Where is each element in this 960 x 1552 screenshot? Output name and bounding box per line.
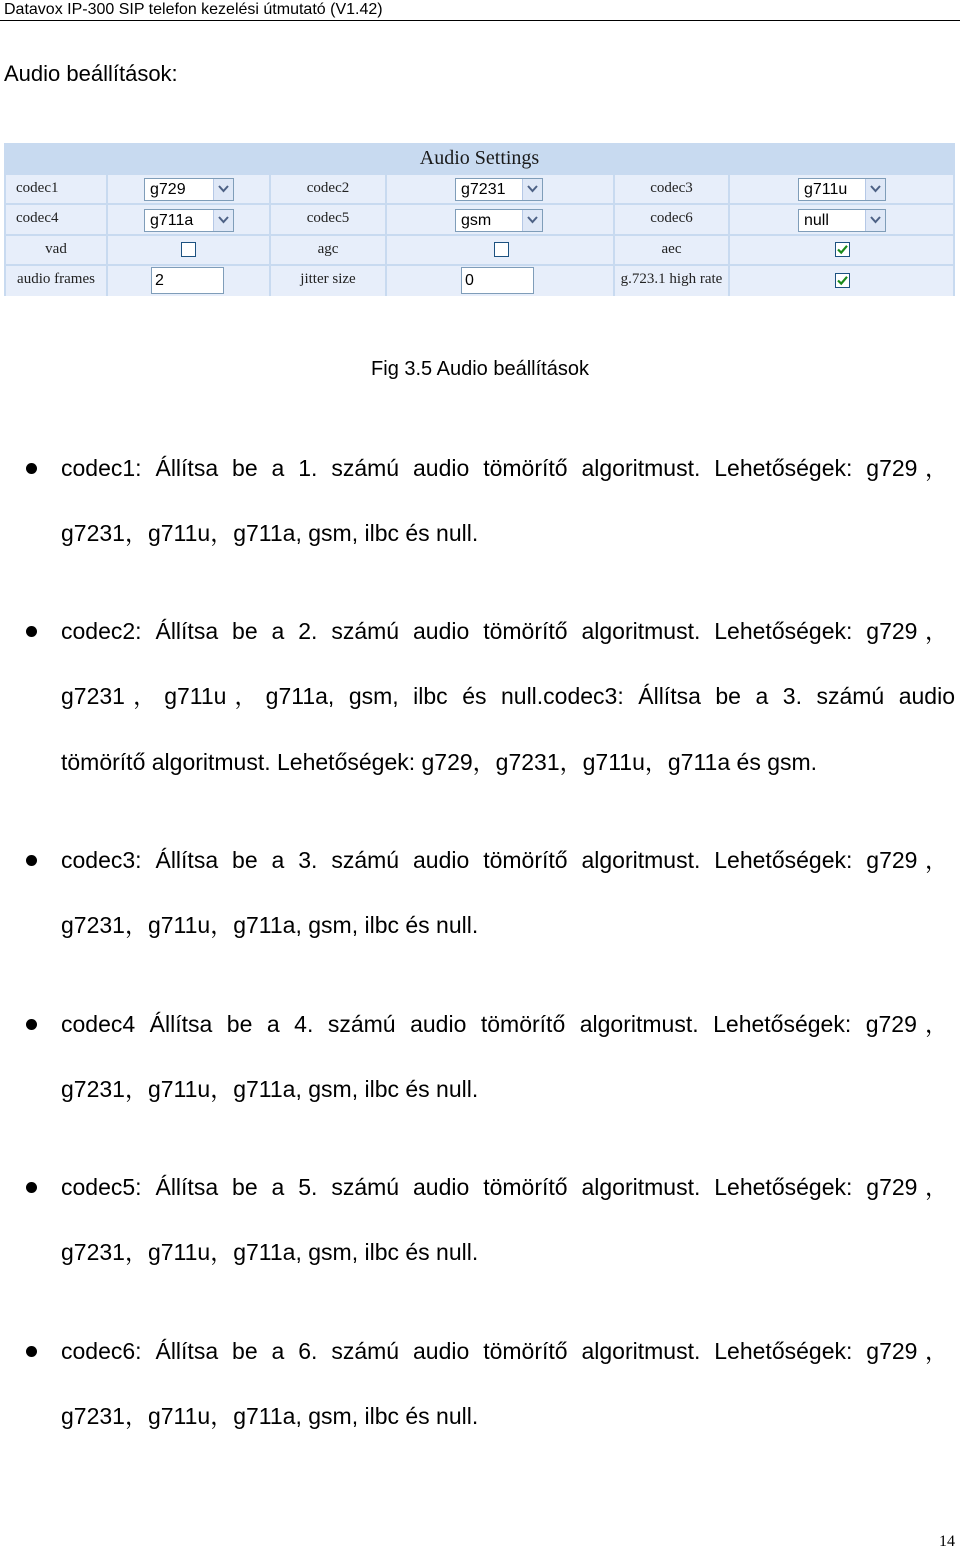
jitter-size-input[interactable] (461, 267, 534, 294)
chevron-down-icon[interactable] (213, 179, 233, 200)
aec-label: aec (615, 236, 728, 264)
vad-checkbox[interactable] (181, 242, 196, 257)
chevron-down-icon[interactable] (213, 210, 233, 231)
audio-frames-input[interactable] (151, 267, 224, 294)
section-title: Audio beállítások: (4, 61, 178, 86)
codec1-cell (108, 175, 269, 203)
chevron-down-icon[interactable] (865, 210, 885, 231)
codec2-value: g7231 (461, 181, 506, 198)
bullet-5-line-2: g7231，g711u，g711a, gsm, ilbc és null. (61, 1239, 479, 1265)
bullet-icon (26, 626, 37, 637)
aec-checkbox[interactable] (835, 242, 850, 257)
codec4-value: g711a (150, 212, 194, 229)
bullet-4-line-2: g7231，g711u，g711a, gsm, ilbc és null. (61, 1076, 479, 1102)
bullet-icon (26, 1346, 37, 1357)
codec6-value: null (804, 212, 829, 229)
codec5-cell (387, 205, 613, 234)
figure-caption: Fig 3.5 Audio beállítások (371, 358, 589, 380)
g7231-high-rate-checkbox[interactable] (835, 273, 850, 288)
jitter-size-label: jitter size (271, 266, 385, 296)
jitter-size-cell (387, 266, 613, 296)
checkmark-icon (837, 244, 848, 255)
bullet-icon (26, 1182, 37, 1193)
audio-frames-value: 2 (155, 272, 164, 289)
codec3-cell (730, 175, 953, 203)
agc-label: agc (271, 236, 385, 264)
agc-cell (387, 236, 613, 264)
g7231-high-rate-cell (730, 266, 953, 296)
chevron-down-icon[interactable] (522, 179, 542, 200)
running-header (0, 0, 960, 21)
bullet-2-line-3: tömörítő algoritmust. Lehetőségek: g729，g7231，g711u，g711a és gsm. (61, 749, 818, 775)
aec-cell (730, 236, 953, 264)
vad-cell (108, 236, 269, 264)
codec6-label: codec6 (615, 205, 728, 234)
codec6-cell (730, 205, 953, 234)
document-title: Datavox IP-300 SIP telefon kezelési útmutató (V1.42) (4, 1, 383, 18)
chevron-down-icon[interactable] (522, 210, 542, 231)
codec6-select[interactable] (798, 209, 886, 232)
codec1-value: g729 (150, 181, 186, 198)
bullet-icon (26, 1019, 37, 1030)
bullet-3-line-2: g7231，g711u，g711a, gsm, ilbc és null. (61, 912, 479, 938)
g7231-high-rate-label: g.723.1 high rate (615, 266, 728, 296)
codec5-label: codec5 (271, 205, 385, 234)
bullet-2-line-1: codec2: Állítsa be a 2. számú audio tömörítő algoritmust. Lehetőségek: g729， (61, 618, 948, 644)
bullet-1-line-1: codec1: Állítsa be a 1. számú audio tömörítő algoritmust. Lehetőségek: g729， (61, 455, 948, 481)
chevron-down-icon[interactable] (865, 179, 885, 200)
bullet-icon (26, 463, 37, 474)
codec1-label: codec1 (6, 175, 106, 203)
checkmark-icon (837, 275, 848, 286)
audio-frames-cell (108, 266, 269, 296)
bullet-icon (26, 855, 37, 866)
vad-label: vad (6, 236, 106, 264)
bullet-1-line-2: g7231，g711u，g711a, gsm, ilbc és null. (61, 520, 479, 546)
codec2-label: codec2 (271, 175, 385, 203)
codec2-select[interactable] (455, 178, 543, 201)
codec5-value: gsm (461, 212, 492, 229)
codec3-value: g711u (804, 181, 848, 198)
page-number: 14 (939, 1533, 955, 1550)
jitter-size-value: 0 (465, 272, 474, 289)
bullet-6-line-1: codec6: Állítsa be a 6. számú audio tömörítő algoritmust. Lehetőségek: g729， (61, 1338, 948, 1364)
codec5-select[interactable] (455, 209, 543, 232)
audio-settings-panel (4, 143, 955, 296)
agc-checkbox[interactable] (494, 242, 509, 257)
codec2-cell (387, 175, 613, 203)
bullet-5-line-1: codec5: Állítsa be a 5. számú audio tömörítő algoritmust. Lehetőségek: g729， (61, 1174, 948, 1200)
codec4-select[interactable] (144, 209, 234, 232)
codec1-select[interactable] (144, 178, 234, 201)
bullet-3-line-1: codec3: Állítsa be a 3. számú audio tömörítő algoritmust. Lehetőségek: g729， (61, 847, 948, 873)
audio-frames-label: audio frames (6, 266, 106, 296)
panel-title: Audio Settings (419, 147, 540, 169)
bullet-2-line-2: g7231，g711u，g711a, gsm, ilbc és null.codec3: Állítsa be a 3. számú audio (61, 683, 955, 709)
bullet-6-line-2: g7231，g711u，g711a, gsm, ilbc és null. (61, 1403, 479, 1429)
codec4-label: codec4 (6, 205, 106, 234)
codec4-cell (108, 205, 269, 234)
codec3-label: codec3 (615, 175, 728, 203)
codec3-select[interactable] (798, 178, 886, 201)
bullet-4-line-1: codec4 Állítsa be a 4. számú audio tömörítő algoritmust. Lehetőségek: g729， (61, 1011, 948, 1037)
